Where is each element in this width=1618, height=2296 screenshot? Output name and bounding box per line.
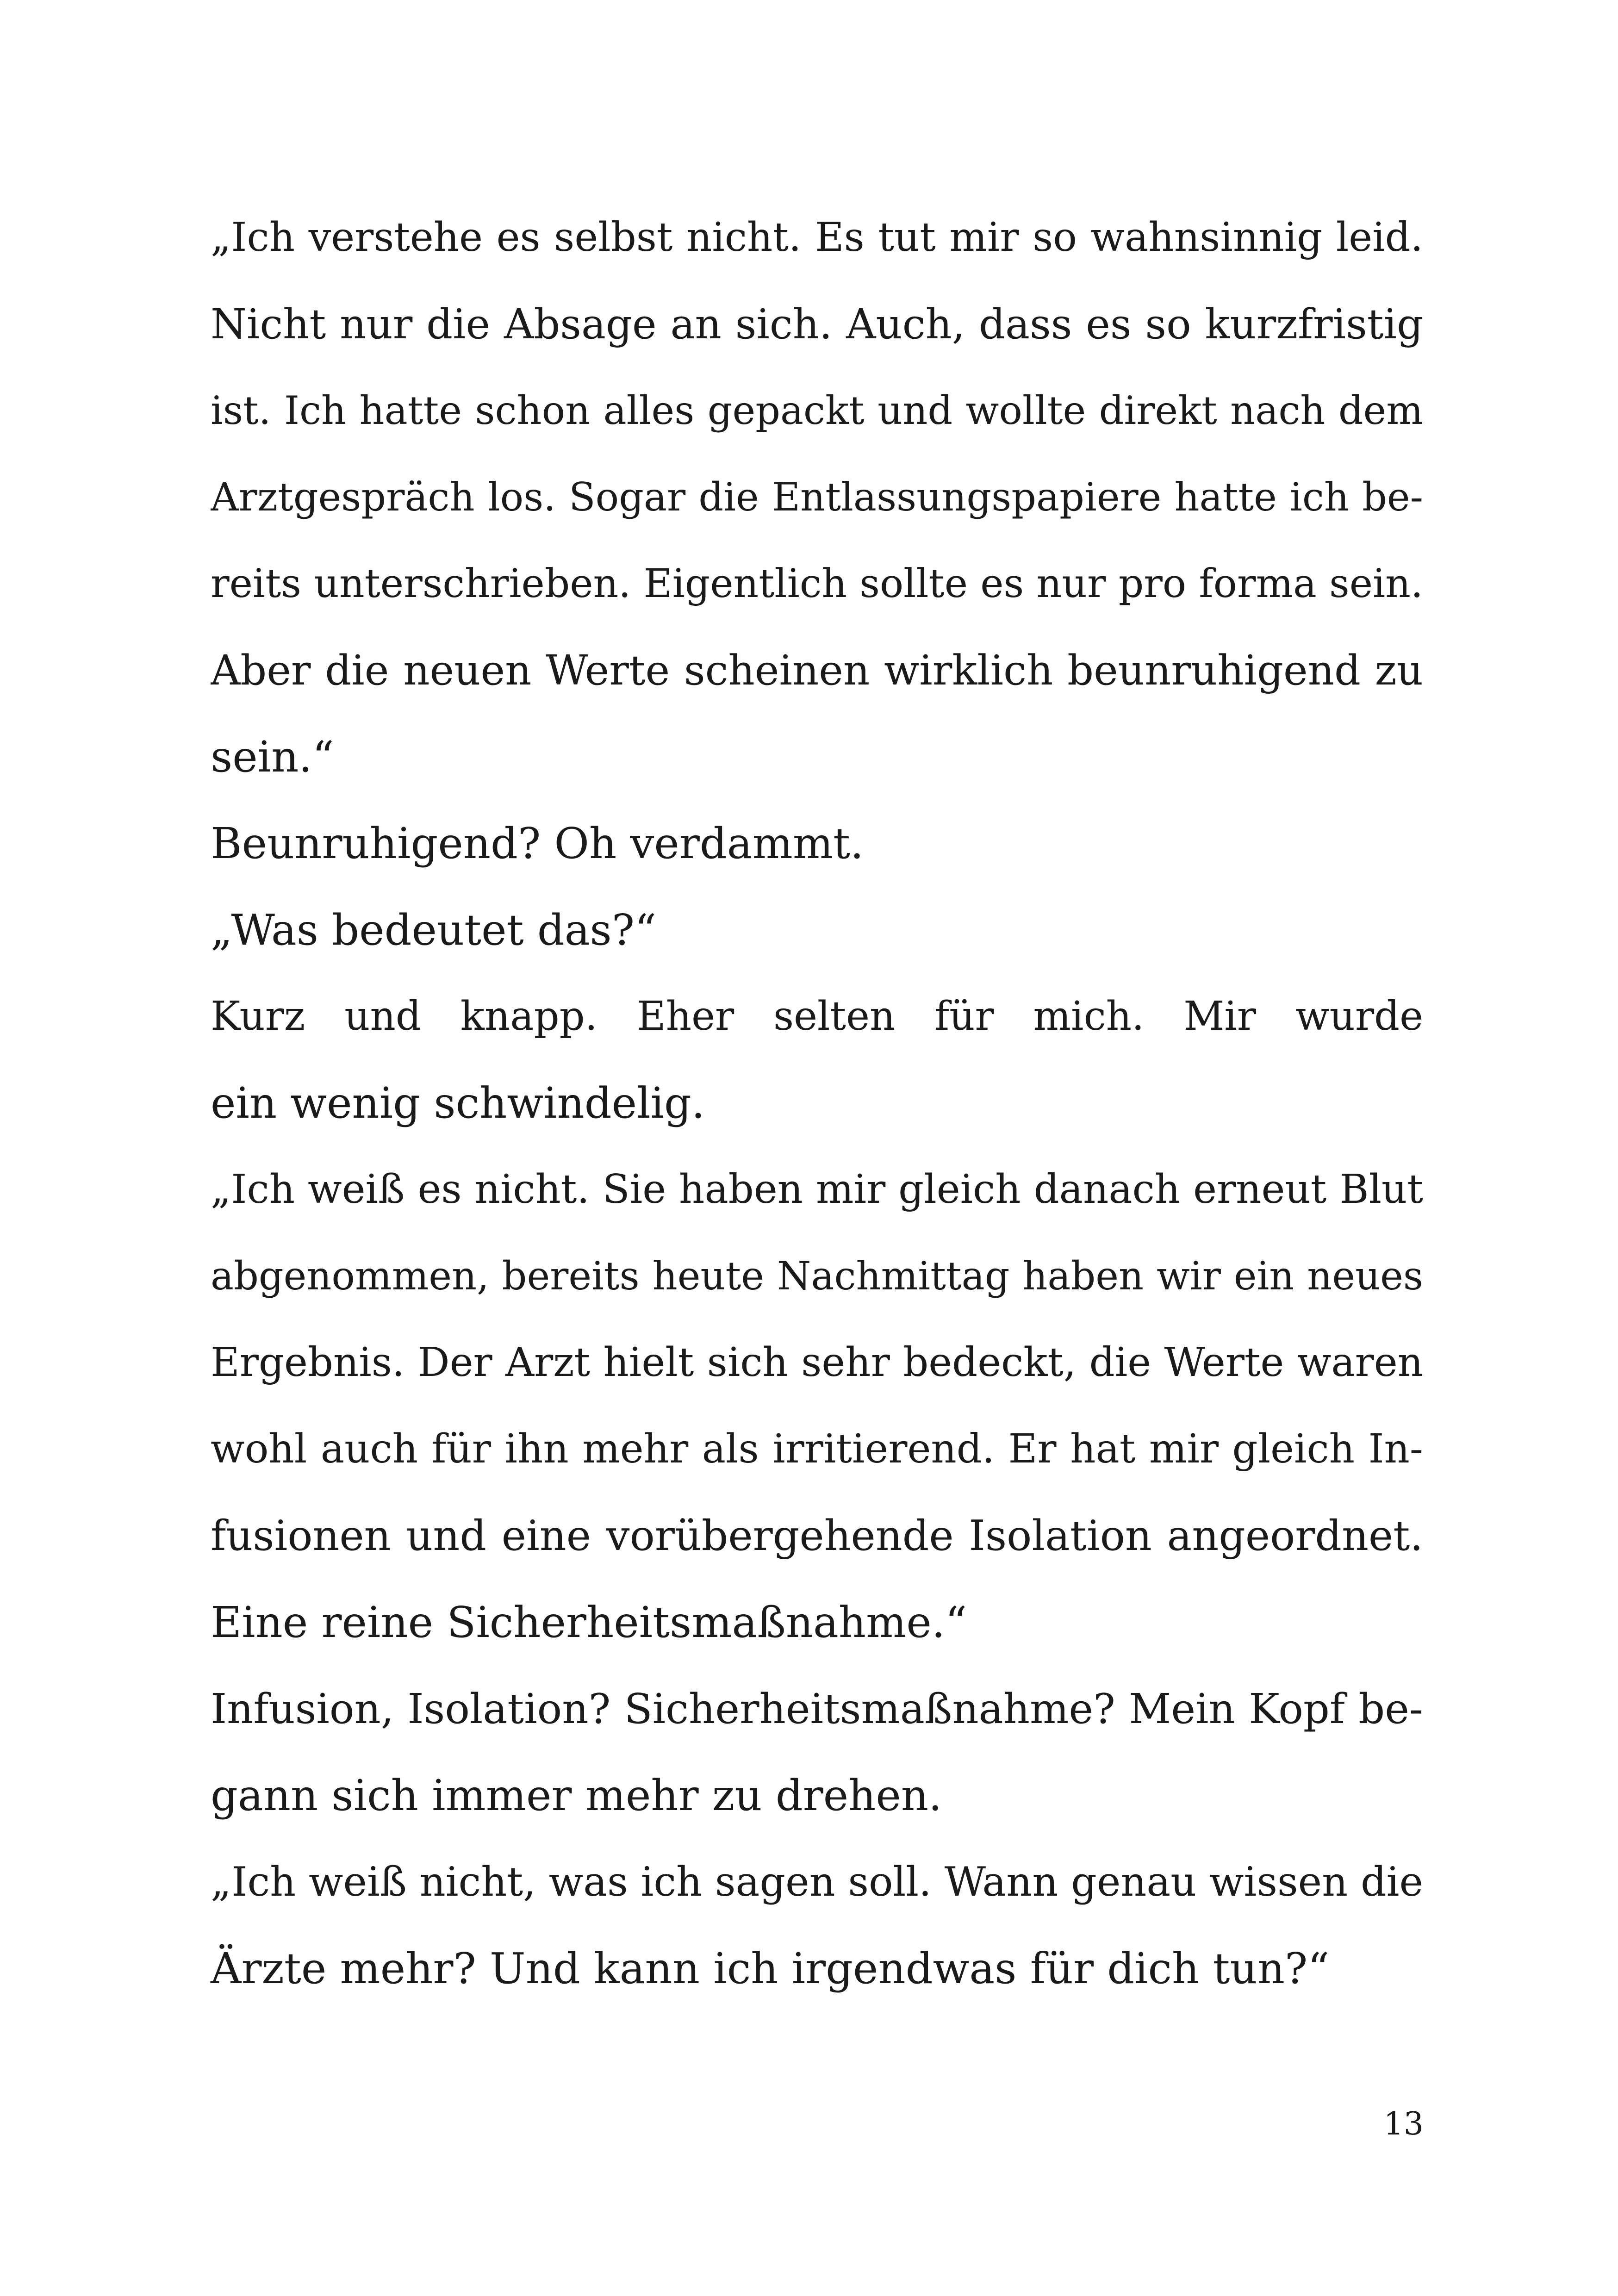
text-line: gann sich immer mehr zu drehen. — [211, 1771, 942, 1820]
text-line: Ärzte mehr? Und kann ich irgendwas für dich tun?“ — [211, 1944, 1330, 1993]
text-line: Infusion, Isolation? Sicherheitsmaßnahme? Mein Kopf be- — [211, 1685, 1423, 1733]
text-line: sein.“ — [211, 732, 334, 782]
text-line: „Ich weiß nicht, was ich sagen soll. Wann genau wissen die — [211, 1858, 1423, 1905]
text-line: Eine reine Sicherheitsmaßnahme.“ — [211, 1598, 967, 1647]
text-line: „Was bedeutet das?“ — [211, 905, 657, 955]
text-line: abgenommen, bereits heute Nachmittag haben wir ein neues — [211, 1253, 1423, 1299]
body-text — [211, 194, 1423, 2012]
text-line: Beunruhigend? Oh verdammt. — [211, 819, 864, 868]
text-line: Aber die neuen Werte scheinen wirklich beunruhigend zu — [211, 646, 1423, 694]
text-line: ist. Ich hatte schon alles gepackt und wollte direkt nach dem — [211, 388, 1423, 433]
text-line: fusionen und eine vorübergehende Isolation angeordnet. — [211, 1512, 1423, 1560]
text-line: „Ich weiß es nicht. Sie haben mir gleich danach erneut Blut — [211, 1166, 1423, 1213]
text-line: Arztgespräch los. Sogar die Entlassungspapiere hatte ich be- — [211, 474, 1423, 520]
text-line: Nicht nur die Absage an sich. Auch, dass es so kurzfristig — [211, 300, 1423, 348]
text-line: Ergebnis. Der Arzt hielt sich sehr bedeckt, die Werte waren — [211, 1339, 1423, 1386]
text-line: Kurz und knapp. Eher selten für mich. Mir wurde — [211, 993, 1423, 1039]
page-number: 13 — [1383, 2106, 1424, 2142]
text-line: reits unterschrieben. Eigentlich sollte es nur pro forma sein. — [211, 561, 1423, 607]
text-line: ein wenig schwindelig. — [211, 1078, 705, 1128]
text-line: „Ich verstehe es selbst nicht. Es tut mir so wahnsinnig leid. — [211, 214, 1423, 261]
text-line: wohl auch für ihn mehr als irritierend. Er hat mir gleich In- — [211, 1426, 1423, 1472]
